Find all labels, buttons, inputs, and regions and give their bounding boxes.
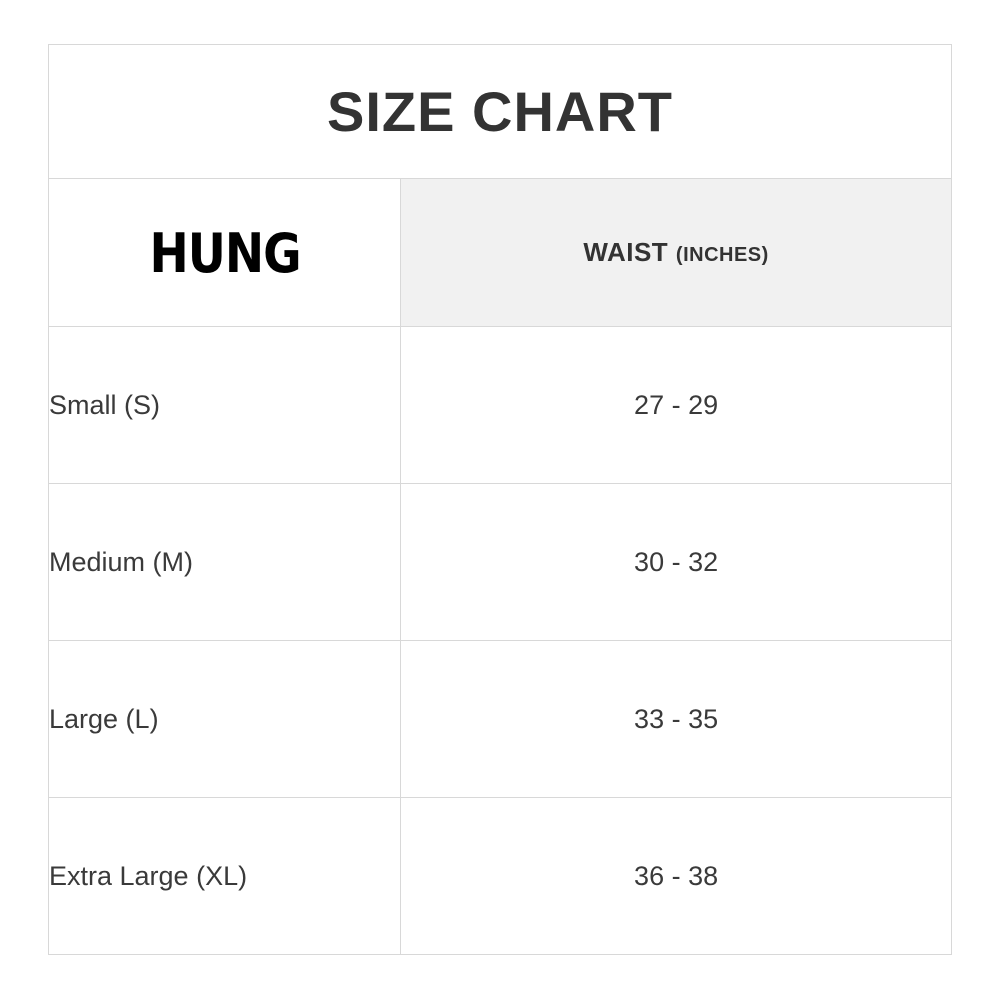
size-chart-table (48, 44, 952, 955)
size-label: Extra Large (XL) (49, 798, 401, 955)
waist-value: 36 - 38 (401, 798, 952, 955)
size-chart-container (48, 44, 952, 948)
brand-logo: HUNG (149, 220, 301, 285)
waist-header-unit: (INCHES) (675, 244, 769, 266)
waist-value: 30 - 32 (401, 484, 952, 641)
size-label: Large (L) (49, 641, 401, 798)
title-cell (49, 45, 952, 179)
title-row (49, 45, 952, 179)
table-row (49, 641, 952, 798)
page-title: SIZE CHART (327, 79, 673, 143)
size-label: Small (S) (49, 327, 401, 484)
table-header-row (49, 179, 952, 327)
waist-value: 27 - 29 (401, 327, 952, 484)
table-row (49, 327, 952, 484)
table-row (49, 798, 952, 955)
size-label: Medium (M) (49, 484, 401, 641)
waist-header-label: WAIST (583, 237, 669, 267)
waist-value: 33 - 35 (401, 641, 952, 798)
brand-cell (49, 179, 401, 327)
table-row (49, 484, 952, 641)
waist-column-header (401, 179, 952, 327)
